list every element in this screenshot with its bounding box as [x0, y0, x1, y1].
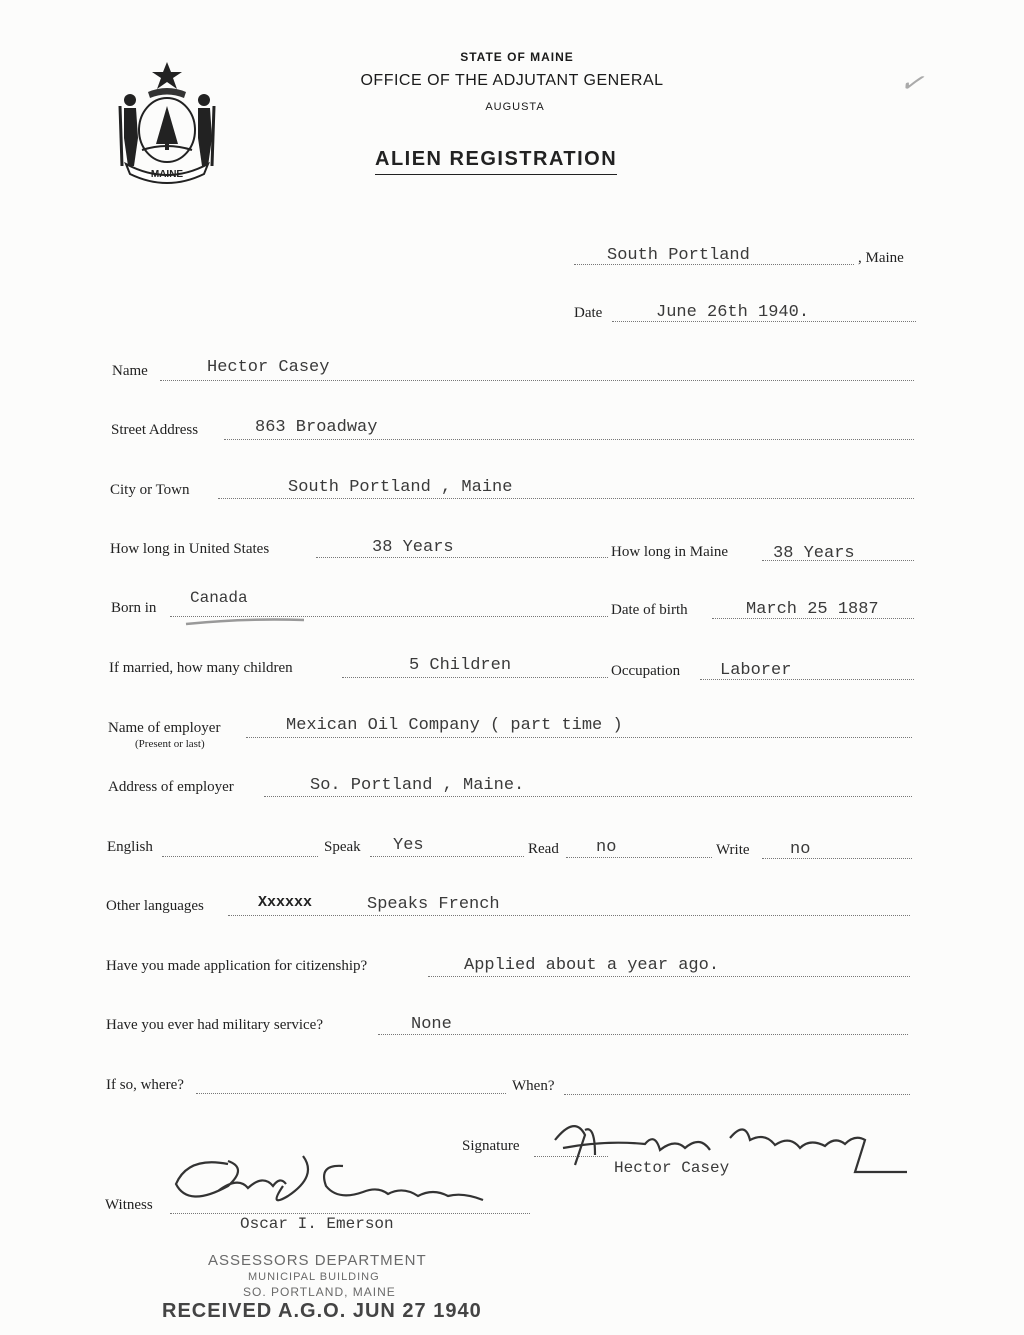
place-suffix: , Maine: [858, 250, 904, 266]
date-value: June 26th 1940.: [656, 303, 810, 322]
name-value: Hector Casey: [207, 358, 330, 377]
street-value: 863 Broadway: [255, 418, 378, 437]
oscar-emerson-signature-icon: [168, 1146, 498, 1216]
employer-address-label: Address of employer: [108, 779, 234, 795]
employer-label: Name of employer: [108, 720, 221, 736]
place-value: South Portland: [607, 246, 750, 265]
signature-printed-name: Hector Casey: [614, 1159, 730, 1177]
read-label: Read: [528, 841, 559, 857]
us-duration-label: How long in United States: [110, 541, 270, 557]
where-label: If so, where?: [106, 1077, 184, 1093]
city-label: City or Town: [110, 482, 190, 498]
dob-label: Date of birth: [611, 602, 688, 618]
employer-value: Mexican Oil Company ( part time ): [286, 716, 623, 735]
name-dotted-line: [160, 380, 914, 381]
speak-value: Yes: [393, 836, 424, 855]
us-duration-value: 38 Years: [372, 538, 454, 557]
children-dotted-line: [342, 677, 608, 678]
english-label: English: [107, 839, 153, 855]
occupation-label: Occupation: [611, 663, 681, 679]
form-title: ALIEN REGISTRATION: [375, 148, 617, 175]
employer-address-value: So. Portland , Maine.: [310, 776, 525, 795]
citizenship-label: Have you made application for citizenship?: [106, 958, 368, 974]
employer-dotted-line: [246, 737, 912, 738]
name-label: Name: [112, 363, 148, 379]
header-city: AUGUSTA: [485, 101, 545, 113]
employer-address-dotted-line: [264, 796, 912, 797]
header-state: STATE OF MAINE: [460, 50, 574, 64]
children-value: 5 Children: [409, 656, 512, 675]
speak-dotted-line: [370, 856, 524, 857]
signature-label: Signature: [462, 1138, 520, 1154]
maine-duration-value: 38 Years: [773, 544, 855, 563]
where-dotted-line: [196, 1093, 506, 1094]
born-value: Canada: [190, 589, 248, 607]
citizenship-value: Applied about a year ago.: [464, 956, 720, 975]
military-value: None: [411, 1015, 452, 1034]
other-languages-label: Other languages: [106, 898, 204, 914]
read-dotted-line: [566, 857, 712, 858]
city-value: South Portland , Maine: [288, 478, 513, 497]
witness-printed-name: Oscar I. Emerson: [240, 1215, 394, 1233]
write-value: no: [790, 840, 811, 859]
seal-banner-text: MAINE: [150, 169, 184, 180]
english-dotted-line: [162, 856, 318, 857]
street-label: Street Address: [111, 422, 199, 438]
military-label: Have you ever had military service?: [106, 1017, 323, 1033]
maine-duration-label: How long in Maine: [611, 544, 729, 560]
date-label: Date: [574, 305, 603, 321]
street-dotted-line: [224, 439, 914, 440]
born-label: Born in: [111, 600, 157, 616]
pencil-underline-icon: [184, 614, 308, 628]
other-languages-value: Speaks French: [367, 895, 500, 914]
employer-sublabel: (Present or last): [135, 738, 205, 750]
stamp-received: RECEIVED A.G.O. JUN 27 1940: [162, 1300, 482, 1322]
other-languages-struck-value: Xxxxxx: [258, 894, 313, 911]
when-dotted-line: [564, 1094, 910, 1095]
other-languages-dotted-line: [228, 915, 910, 916]
citizenship-dotted-line: [428, 976, 910, 977]
header-office: OFFICE OF THE ADJUTANT GENERAL: [360, 72, 664, 89]
occupation-value: Laborer: [720, 661, 792, 680]
witness-label: Witness: [105, 1197, 153, 1213]
us-duration-dotted-line: [316, 557, 608, 558]
stamp-line-2: MUNICIPAL BUILDING: [248, 1271, 380, 1283]
city-dotted-line: [218, 498, 914, 499]
speak-label: Speak: [324, 839, 361, 855]
read-value: no: [596, 838, 617, 857]
write-dotted-line: [762, 858, 912, 859]
when-label: When?: [512, 1078, 555, 1094]
write-label: Write: [716, 842, 750, 858]
military-dotted-line: [378, 1034, 908, 1035]
stamp-line-1: ASSESSORS DEPARTMENT: [208, 1252, 427, 1269]
dob-value: March 25 1887: [746, 600, 879, 619]
stamp-line-3: SO. PORTLAND, MAINE: [243, 1285, 396, 1299]
children-label: If married, how many children: [109, 660, 293, 676]
check-mark-icon: ✓: [897, 66, 926, 101]
